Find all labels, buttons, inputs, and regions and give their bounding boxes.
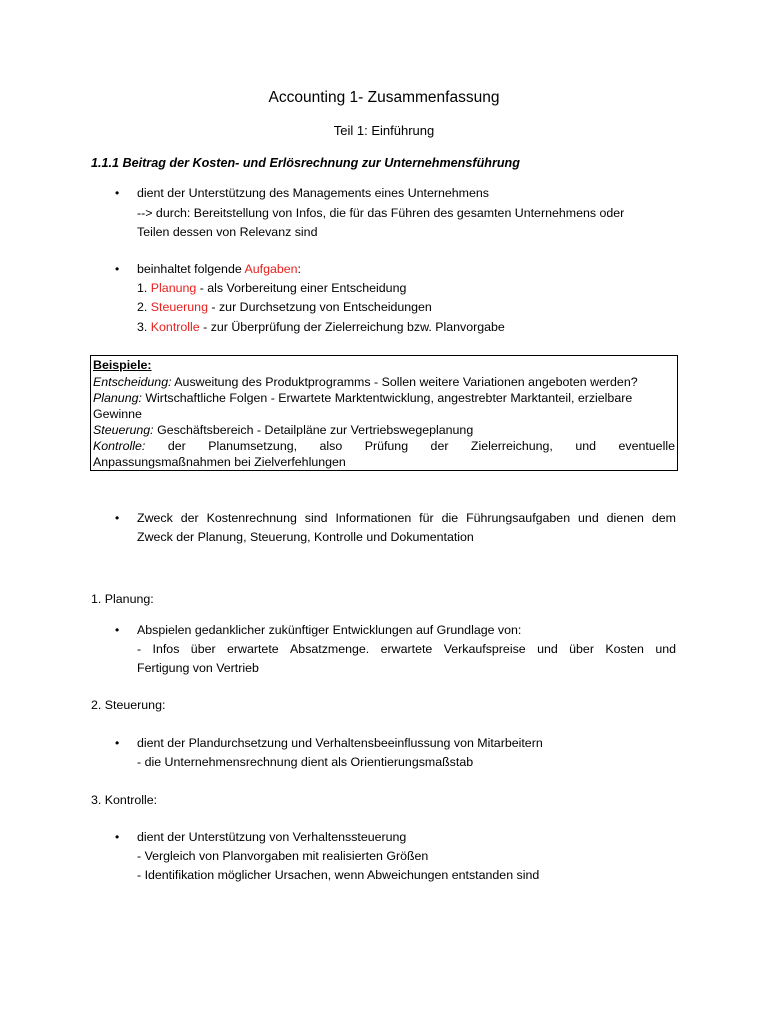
word: Verkaufspreise xyxy=(443,642,526,656)
task-item-kontrolle xyxy=(137,320,505,334)
bullet-point: • xyxy=(115,186,120,200)
examples-heading: Beispiele: xyxy=(93,358,152,372)
word: und xyxy=(578,511,599,525)
word: Absatzmenge. xyxy=(290,642,370,656)
word: der xyxy=(430,439,449,453)
kontrolle-heading: 3. Kontrolle: xyxy=(91,793,158,807)
word: die xyxy=(441,511,459,525)
bullet3-line2: Zweck der Planung, Steuerung, Kontrolle und Dokumentation xyxy=(137,530,474,544)
example-planung xyxy=(93,391,632,405)
task-number: 2. xyxy=(137,300,151,314)
example-label: Planung: xyxy=(93,391,142,405)
kontrolle-line1: dient der Unterstützung von Verhaltenssteuerung xyxy=(137,830,407,844)
word: und xyxy=(537,642,558,656)
planung-line1: Abspielen gedanklicher zukünftiger Entwicklungen auf Grundlage von: xyxy=(137,623,522,637)
planung-line2 xyxy=(137,642,676,656)
bullet1-line1: dient der Unterstützung des Managements eines Unternehmens xyxy=(137,186,489,200)
steuerung-line1: dient der Plandurchsetzung und Verhaltensbeeinflussung von Mitarbeitern xyxy=(137,736,543,750)
word: also xyxy=(319,439,343,453)
word: erwartete xyxy=(380,642,433,656)
task-term: Kontrolle xyxy=(150,320,200,334)
example-text: Geschäftsbereich - Detailpläne zur Vertriebswegeplanung xyxy=(153,423,474,437)
page-title: Accounting 1- Zusammenfassung xyxy=(268,89,500,106)
bullet-point: • xyxy=(115,623,120,637)
example-planung-cont: Gewinne xyxy=(93,407,142,421)
word: Führungsaufgaben xyxy=(466,511,571,525)
bullet3-line1 xyxy=(137,511,676,525)
word: Infos xyxy=(152,642,180,656)
task-number: 1. xyxy=(137,281,151,295)
example-label: Steuerung: xyxy=(93,423,154,437)
task-item-planung xyxy=(137,281,406,295)
word: und xyxy=(575,439,597,453)
steuerung-line2: - die Unternehmensrechnung dient als Orientierungsmaßstab xyxy=(137,755,474,769)
word: der xyxy=(180,511,199,525)
word: Planumsetzung, xyxy=(208,439,298,453)
word: dem xyxy=(651,511,676,525)
example-label: Entscheidung: xyxy=(93,375,172,389)
example-kontrolle xyxy=(93,439,675,453)
planung-heading: 1. Planung: xyxy=(91,592,154,606)
steuerung-heading: 2. Steuerung: xyxy=(91,698,166,712)
word: - xyxy=(137,642,142,656)
example-label: Kontrolle: xyxy=(93,439,146,453)
bullet2-prefix: beinhaltet folgende xyxy=(137,262,245,276)
task-term: Steuerung xyxy=(150,300,208,314)
page-subtitle: Teil 1: Einführung xyxy=(333,123,435,138)
bullet-point: • xyxy=(115,830,120,844)
word: Zweck xyxy=(137,511,173,525)
word: über xyxy=(190,642,216,656)
word: Kosten xyxy=(605,642,644,656)
section-heading: 1.1.1 Beitrag der Kosten- und Erlösrechnung zur Unternehmensführung xyxy=(91,156,520,170)
word: eventuelle xyxy=(618,439,675,453)
bullet2-line1 xyxy=(137,262,301,276)
bullet-point: • xyxy=(115,511,120,525)
bullet1-line2: --> durch: Bereitstellung von Infos, die für das Führen des gesamten Unternehmens oder xyxy=(137,206,625,220)
example-text: Wirtschaftliche Folgen - Erwartete Marktentwicklung, angestrebter Marktanteil, erzielbare xyxy=(141,391,633,405)
word: der xyxy=(167,439,186,453)
bullet2-colon: : xyxy=(297,262,301,276)
example-kontrolle-cont: Anpassungsmaßnahmen bei Zielverfehlungen xyxy=(93,455,346,469)
task-description: - zur Überprüfung der Zielerreichung bzw. Planvorgabe xyxy=(199,320,505,334)
word: für xyxy=(419,511,434,525)
word: dienen xyxy=(606,511,644,525)
bullet-point: • xyxy=(115,736,120,750)
kontrolle-line2: - Vergleich von Planvorgaben mit realisierten Größen xyxy=(137,849,429,863)
planung-line3: Fertigung von Vertrieb xyxy=(137,661,259,675)
word: Prüfung xyxy=(364,439,409,453)
example-steuerung xyxy=(93,423,473,437)
task-description: - als Vorbereitung einer Entscheidung xyxy=(196,281,407,295)
word: sind xyxy=(304,511,328,525)
task-term: Planung xyxy=(150,281,197,295)
examples-box xyxy=(90,355,678,471)
kontrolle-line3: - Identifikation möglicher Ursachen, wenn Abweichungen entstanden sind xyxy=(137,868,540,882)
word: Zielerreichung, xyxy=(470,439,553,453)
aufgaben-highlight: Aufgaben xyxy=(244,262,298,276)
task-item-steuerung xyxy=(137,300,432,314)
example-entscheidung xyxy=(93,375,638,389)
bullet-point: • xyxy=(115,262,120,276)
example-text: Ausweitung des Produktprogramms - Sollen weitere Variationen angeboten werden? xyxy=(171,375,638,389)
task-number: 3. xyxy=(137,320,151,334)
word: und xyxy=(655,642,676,656)
bullet1-line3: Teilen dessen von Relevanz sind xyxy=(137,225,318,239)
task-description: - zur Durchsetzung von Entscheidungen xyxy=(207,300,432,314)
word: über xyxy=(569,642,594,656)
word: erwartete xyxy=(227,642,279,656)
word: Informationen xyxy=(335,511,412,525)
word: Kostenrechnung xyxy=(206,511,297,525)
